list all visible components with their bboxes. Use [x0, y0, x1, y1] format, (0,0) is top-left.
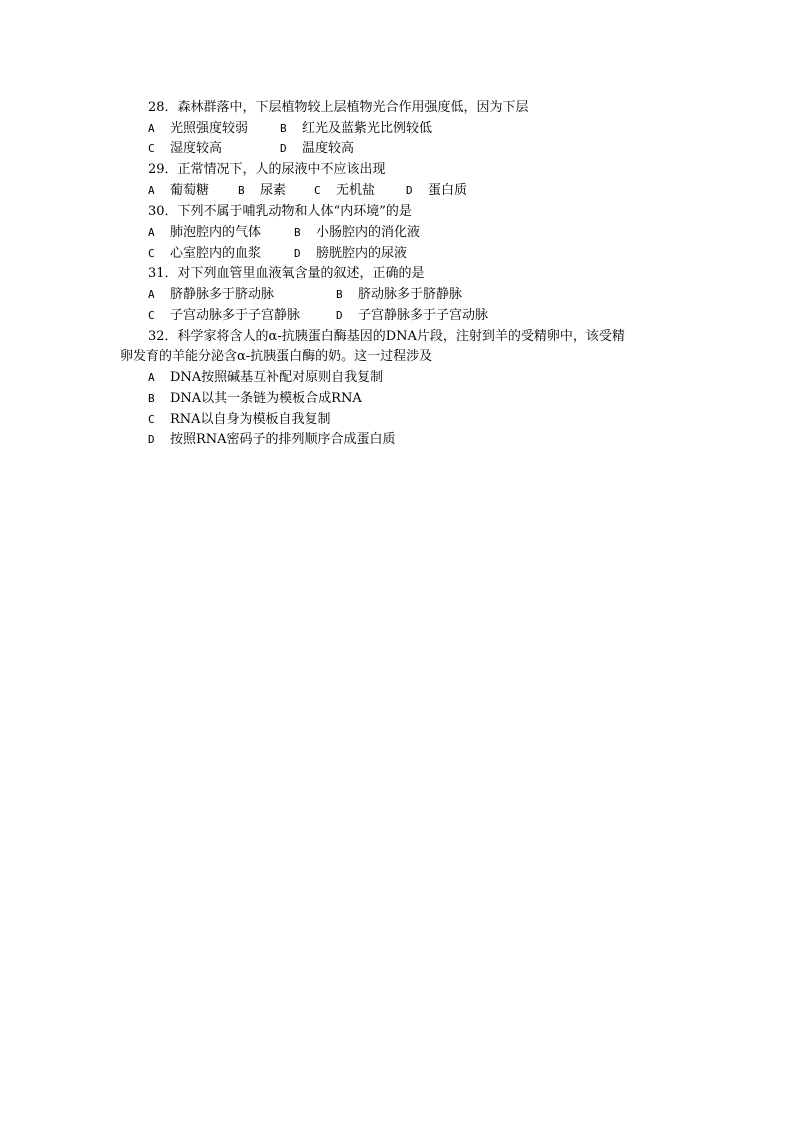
- option-d: D 膀胱腔内的尿液: [294, 246, 408, 261]
- question-32-stem-line-2: 卵发育的羊能分泌含α-抗胰蛋白酶的奶。这一过程涉及: [120, 349, 433, 364]
- option-c: C 无机盐: [314, 183, 376, 198]
- question-32-option-d: D 按照RNA密码子的排列顺序合成蛋白质: [148, 432, 396, 447]
- question-32-option-c: C RNA以自身为模板自我复制: [148, 412, 331, 427]
- option-b: B 小肠腔内的消化液: [294, 225, 421, 240]
- question-31-options-row-1: [148, 287, 648, 303]
- option-b: B 脐动脉多于脐静脉: [336, 287, 463, 302]
- option-d: D 温度较高: [280, 141, 355, 156]
- question-32-option-b: B DNA以其一条链为模板合成RNA: [148, 391, 362, 406]
- question-30-options-row-1: [148, 225, 648, 241]
- option-a: A 肺泡腔内的气体: [148, 225, 262, 240]
- question-28-options-row-1: [148, 121, 648, 137]
- question-30-stem: 30．下列不属于哺乳动物和人体“内环境”的是: [148, 204, 412, 219]
- option-a: A 葡萄糖: [148, 183, 210, 198]
- option-b: B 红光及蓝紫光比例较低: [280, 121, 433, 136]
- question-32-stem-line-1: 32．科学家将含人的α-抗胰蛋白酶基因的DNA片段，注射到羊的受精卵中，该受精: [148, 329, 625, 344]
- question-31-stem: 31．对下列血管里血液氧含量的叙述，正确的是: [148, 266, 425, 281]
- option-d: D 子宫静脉多于子宫动脉: [336, 308, 489, 323]
- option-d: D 蛋白质: [406, 183, 468, 198]
- option-c: C 心室腔内的血浆: [148, 246, 262, 261]
- question-30-options-row-2: [148, 246, 648, 262]
- option-c: C 子宫动脉多于子宫静脉: [148, 308, 301, 323]
- question-28-stem: 28．森林群落中，下层植物较上层植物光合作用强度低，因为下层: [148, 100, 529, 115]
- option-a: A 脐静脉多于脐动脉: [148, 287, 275, 302]
- option-c: C 湿度较高: [148, 141, 223, 156]
- question-29-stem: 29．正常情况下，人的尿液中不应该出现: [148, 162, 386, 177]
- question-32-option-a: A DNA按照碱基互补配对原则自我复制: [148, 370, 384, 385]
- option-b: B 尿素: [238, 183, 287, 198]
- question-29-options-row: [148, 183, 648, 199]
- question-31-options-row-2: [148, 308, 648, 324]
- option-a: A 光照强度较弱: [148, 121, 249, 136]
- question-28-options-row-2: [148, 141, 648, 157]
